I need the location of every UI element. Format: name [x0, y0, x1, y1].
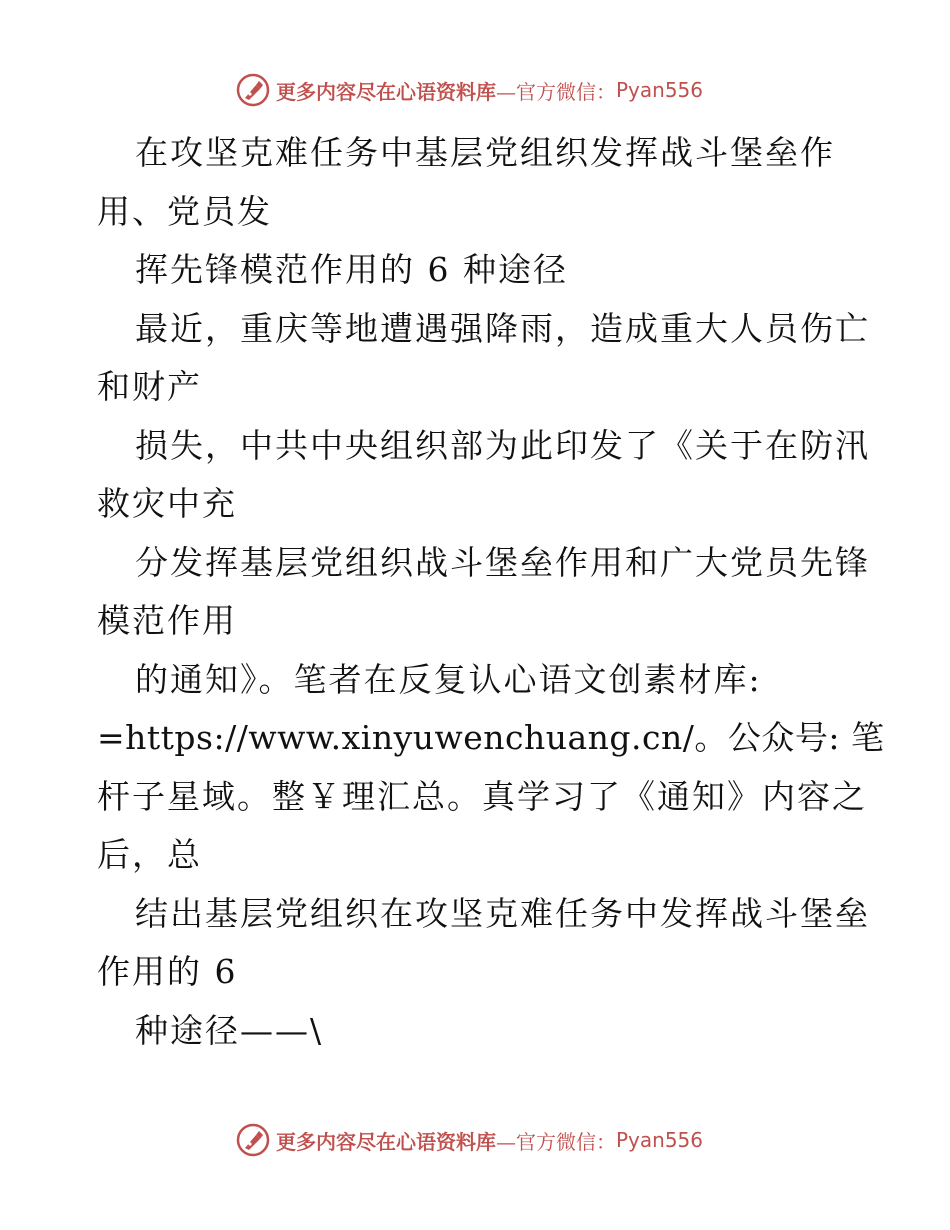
- body-line: 后，总: [97, 835, 202, 874]
- body-line: 在攻坚克难任务中基层党组织发挥战斗堡垒作: [135, 133, 835, 172]
- footer-watermark: [236, 1122, 716, 1158]
- body-line: 杆子星域。整￥理汇总。真学习了《通知》内容之: [97, 776, 867, 816]
- body-line-url: =https://www.xinyuwenchuang.cn/。公众号: 笔: [97, 718, 885, 757]
- document-body: [97, 124, 885, 1060]
- body-line: 的通知》。笔者在反复认心语文创素材库:: [135, 659, 762, 699]
- body-line: 结出基层党组织在攻坚克难任务中发挥战斗堡垒: [135, 893, 870, 933]
- watermark-text: 更多内容尽在心语资料库: [276, 1129, 496, 1154]
- body-line: 用、党员发: [97, 191, 272, 231]
- pen-nib-logo-icon: [236, 73, 270, 107]
- watermark-wechat-id: Pyan556: [616, 1128, 704, 1152]
- watermark-wechat-id: Pyan556: [616, 78, 704, 102]
- body-line: 分发挥基层党组织战斗堡垒作用和广大党员先锋: [135, 542, 870, 582]
- body-line: 救灾中充: [97, 484, 237, 523]
- watermark-separator: —官方微信：: [496, 1129, 616, 1154]
- body-line: 模范作用: [97, 601, 237, 640]
- header-watermark: [236, 72, 716, 108]
- body-line: 和财产: [97, 367, 202, 406]
- body-line: 种途径——\: [135, 1010, 324, 1050]
- body-line: 挥先锋模范作用的 6 种途径: [135, 250, 568, 289]
- body-line: 最近，重庆等地遭遇强降雨，造成重大人员伤亡: [135, 308, 870, 348]
- watermark-separator: —官方微信：: [496, 79, 616, 104]
- body-line: 作用的 6: [97, 952, 238, 991]
- pen-nib-logo-icon: [236, 1123, 270, 1157]
- watermark-text: 更多内容尽在心语资料库: [276, 79, 496, 104]
- body-line: 损失，中共中央组织部为此印发了《关于在防汛: [135, 425, 870, 465]
